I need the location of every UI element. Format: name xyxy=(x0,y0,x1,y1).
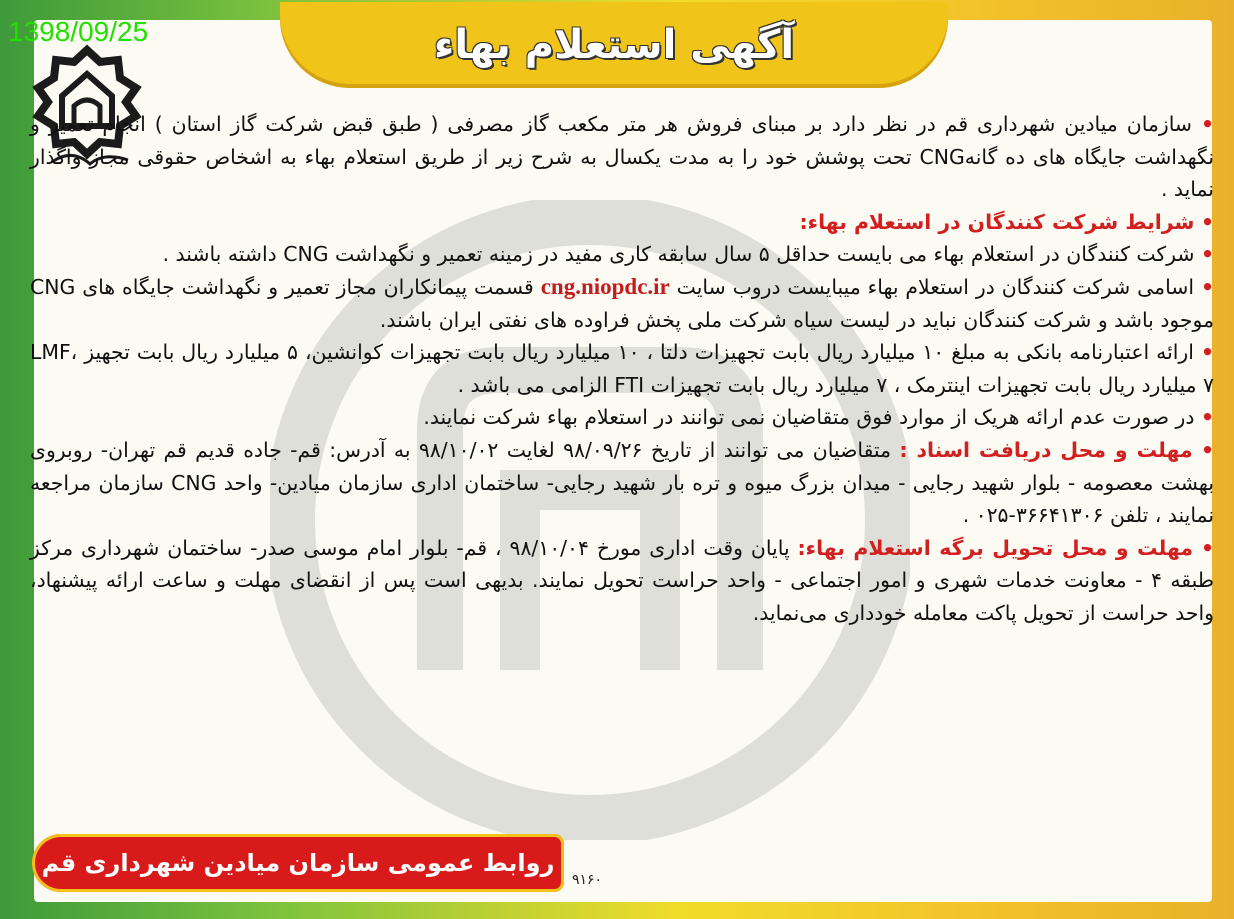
paragraph-text: ارائه اعتبارنامه بانکی به مبلغ ۱۰ میلیارد ریال بابت تجهیزات دلتا ، ۱۰ میلیارد ریال بابت تجهیزات کوانشین، ۵ میلیارد ریال بابت تجهیز LMF، ۷ میلیارد ریال بابت تجهیزات اینترمک ، ۷ میلیارد ریال بابت تجهیزات FTI الزامی می باشد . xyxy=(30,340,1214,397)
paragraph-text: پایان وقت اداری مورخ ۹۸/۱۰/۰۴ ، قم- بلوار امام موسی صدر- ساختمان شهرداری مرکز طبقه ۴ - معاونت خدمات شهری و امور اجتماعی - واحد حراست تحویل نمایند. بدیهی است پس از انقضای مهلت و ساعت ارائه پیشنهاد، واحد حراست از تحویل پاکت معامله خودداری می‌نماید. xyxy=(30,535,1214,625)
paragraph-documents xyxy=(30,434,1214,532)
paragraph-text: قسمت پیمانکاران مجاز تعمیر و نگهداشت جایگاه های CNG موجود باشد و شرکت کنندگان نباید در لیست سیاه شرکت ملی پخش فراوده های نفتی ایران باشند. xyxy=(30,274,1214,332)
paragraph-eligibility xyxy=(30,401,1214,434)
paragraph-text: اسامی شرکت کنندگان در استعلام بهاء میبایست دروب سایت xyxy=(676,274,1195,299)
paragraph-experience xyxy=(30,238,1214,271)
bullet: • xyxy=(1200,437,1215,462)
website-link[interactable]: cng.niopdc.ir xyxy=(540,273,670,299)
paragraph-delivery xyxy=(30,532,1214,630)
bullet: • xyxy=(1200,242,1214,267)
ad-body xyxy=(30,108,1214,630)
bullet: • xyxy=(1200,112,1215,136)
ad-code: ۹۱۶۰ xyxy=(572,872,603,888)
paragraph-text: شرکت کنندگان در استعلام بهاء می بایست حداقل ۵ سال سابقه کاری مفید در زمینه تعمیر و نگهداشت CNG داشته باشند . xyxy=(162,242,1195,267)
paragraph-bank-guarantee xyxy=(30,336,1214,401)
bullet: • xyxy=(1200,209,1214,234)
footer-bar xyxy=(32,834,564,892)
paragraph-intro xyxy=(30,108,1214,206)
section-heading: مهلت و محل دریافت اسناد : xyxy=(899,437,1193,462)
section-heading: شرایط شرکت کنندگان در استعلام بهاء: xyxy=(799,209,1195,234)
footer-publisher: روابط عمومی سازمان میادین شهرداری قم xyxy=(41,849,555,877)
paragraph-text: متقاضیان می توانند از تاریخ ۹۸/۰۹/۲۶ لغایت ۹۸/۱۰/۰۲ به آدرس: قم- جاده قدیم قم تهران- روبروی بهشت معصومه - بلوار شهید رجایی - میدان بزرگ میوه و تره بار شهید رجایی- ساختمان اداری سازمان میادین- واحد CNG سازمان مراجعه نمایند ، تلفن ۳۶۶۴۱۳۰۶-۰۲۵ . xyxy=(30,437,1214,528)
bullet: • xyxy=(1200,535,1215,560)
paragraph-website xyxy=(30,271,1214,336)
bullet: • xyxy=(1200,274,1214,299)
title-banner xyxy=(280,2,948,88)
ad-title: آگهی استعلام بهاء xyxy=(433,22,795,68)
paragraph-conditions-heading xyxy=(30,206,1214,239)
date-stamp: 1398/09/25 xyxy=(8,16,149,47)
section-heading: مهلت و محل تحویل برگه استعلام بهاء: xyxy=(797,535,1194,560)
paragraph-text: سازمان میادین شهرداری قم در نظر دارد بر مبنای فروش هر متر مکعب گاز مصرفی ( طبق قبض شرکت گاز استان ) انجام تعمیر و نگهداشت جایگاه های ده گانهCNG تحت پوشش خود را به مدت یکسال به شرح زیر از طریق استعلام بهاء به اشخاص حقوقی مجاز واگذار نماید . xyxy=(30,112,1214,202)
paragraph-text: در صورت عدم ارائه هریک از موارد فوق متقاضیان نمی توانند در استعلام بهاء شرکت نمایند. xyxy=(423,405,1195,430)
bullet: • xyxy=(1200,405,1214,430)
bullet: • xyxy=(1200,340,1214,365)
